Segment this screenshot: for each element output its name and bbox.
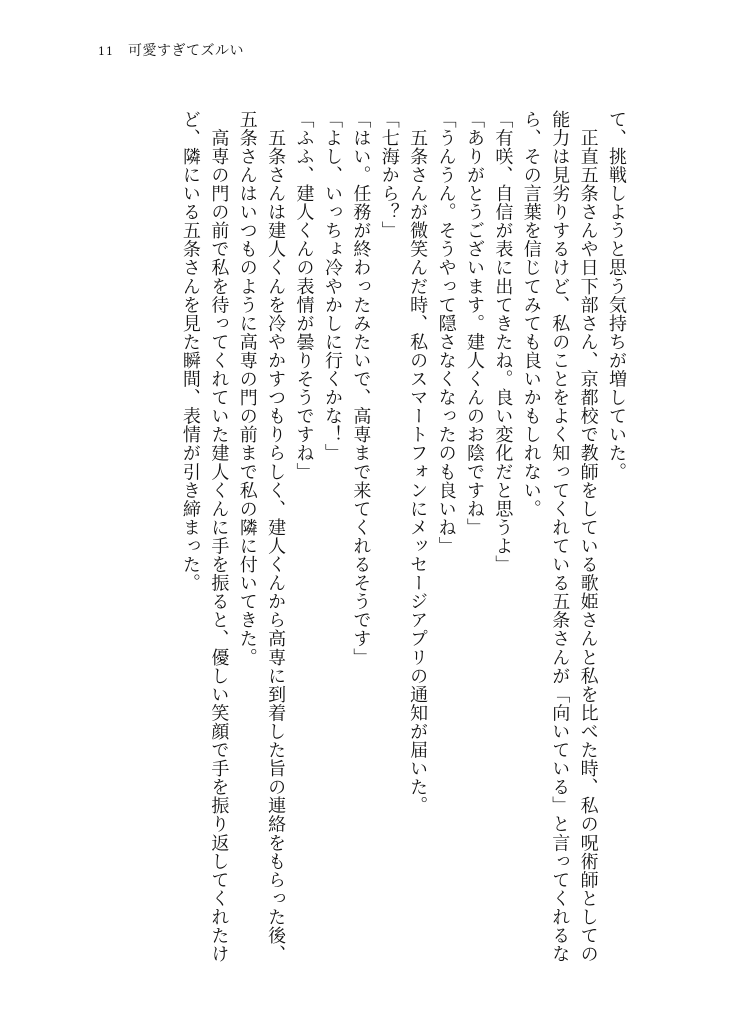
paragraph: 「ふふ、建人くんの表情が曇りそうですね」 xyxy=(293,110,315,481)
paragraph: 「よし、いっちょ冷やかしに行くかな！」 xyxy=(321,110,343,463)
page-number: 11 xyxy=(98,45,114,58)
body-text xyxy=(110,110,630,970)
paragraph: 「七海から？」 xyxy=(378,110,400,240)
paragraph: 正直五条さんや日下部さん、京都校で教師をしている歌姫さんと私を比べた時、私の呪術師としての能力は見劣りするけど、私のことをよく知ってくれている五条さんが「向いている」と言ってくれるなら、その言葉を信じてみても良いかもしれない。 xyxy=(520,110,599,964)
paragraph: て、挑戦しようと思う気持ちが増していた。 xyxy=(606,110,627,481)
paragraph: 五条さんは建人くんを冷やかすつもりらしく、建人くんから高専に到着した旨の連絡をもらった後、五条さんはいつものように高専の門の前まで私の隣に付いてきた。 xyxy=(236,110,287,964)
paragraph: 「有咲、自信が表に出てきたね。良い変化だと思うよ」 xyxy=(492,110,514,574)
running-head xyxy=(98,44,244,58)
paragraph: 「はい。任務が終わったみたいで、高専まで来てくれるそうです」 xyxy=(350,110,372,667)
paragraph: 「ありがとうございます。建人くんのお陰ですね」 xyxy=(463,110,485,537)
book-title: 可愛すぎてズルい xyxy=(128,43,244,59)
paragraph: 「うんうん。そうやって隠さなくなったのも良いね」 xyxy=(435,110,457,556)
paragraph: 高専の門の前で私を待ってくれていた建人くんに手を振ると、優しい笑顔で手を振り返してくれたけど、隣にいる五条さんを見た瞬間、表情が引き締まった。 xyxy=(179,110,230,964)
paragraph: 五条さんが微笑んだ時、私のスマートフォンにメッセージアプリの通知が届いた。 xyxy=(407,110,429,815)
